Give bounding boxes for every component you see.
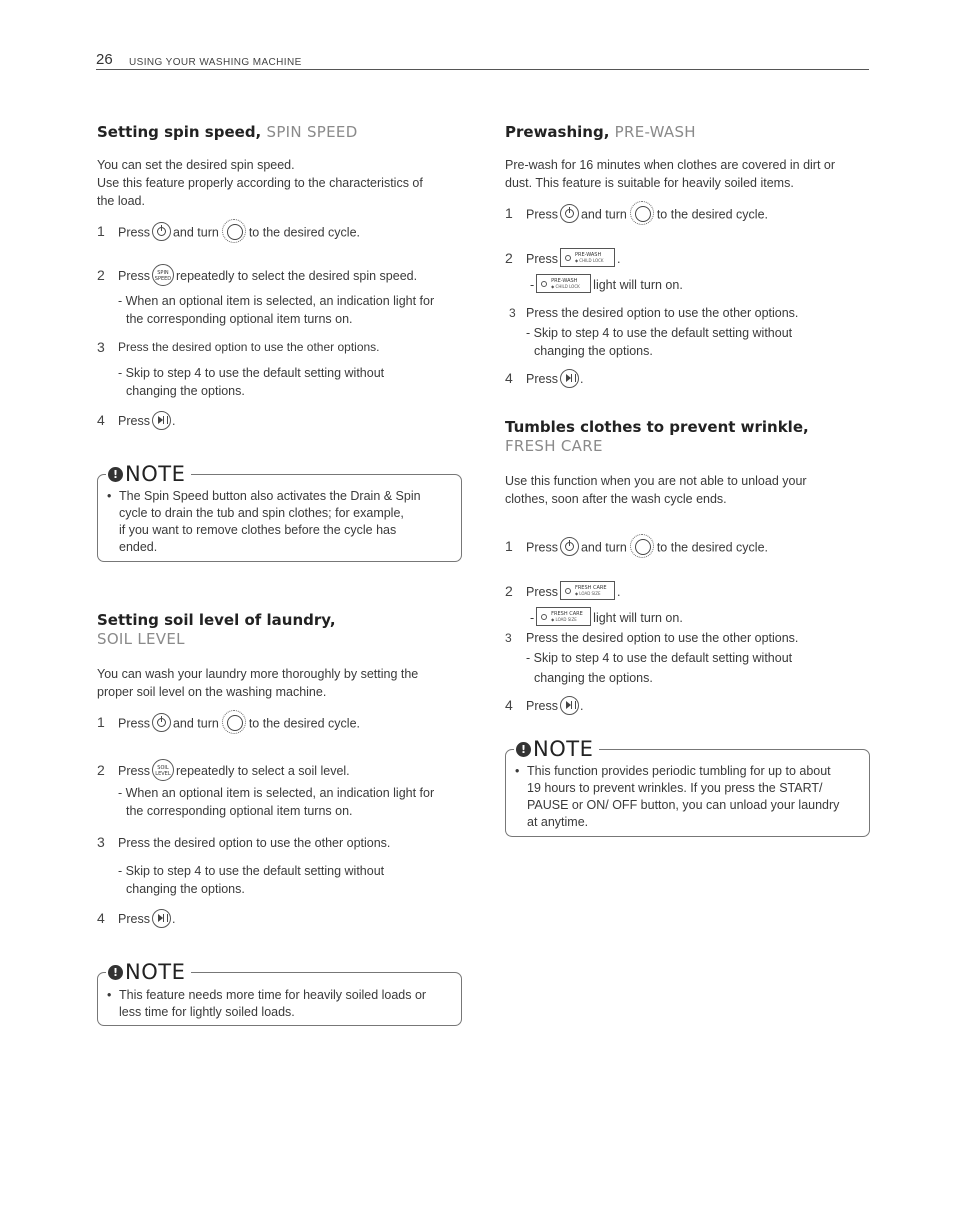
step-text: light will turn on.	[593, 278, 683, 292]
step-text: .	[616, 585, 621, 599]
sub-line: - When an optional item is selected, an indication light for	[118, 786, 435, 800]
note-label: NOTE	[125, 462, 186, 486]
step-text: and turn	[172, 716, 219, 731]
prewash-button-icon	[560, 248, 615, 267]
spin-intro-line: the load.	[97, 194, 145, 208]
soil-intro-line: You can wash your laundry more thoroughly by setting the	[97, 667, 419, 681]
step-text: to the desired cycle.	[656, 540, 768, 555]
step-text: Press	[118, 414, 150, 428]
fresh-intro-line: Use this function when you are not able to unload your	[505, 474, 807, 488]
start-pause-icon	[152, 909, 171, 928]
section-title: USING YOUR WASHING MACHINE	[129, 57, 302, 68]
fresh-step-2-light	[530, 609, 683, 627]
step-text: Press	[526, 372, 558, 386]
note-body	[515, 763, 860, 831]
step-text: Press	[118, 764, 150, 778]
soil-step-4	[118, 910, 175, 928]
step-text: .	[171, 414, 176, 428]
step-text: Press	[118, 912, 150, 926]
fresh-step-3: Press the desired option to use the other options.	[526, 631, 799, 645]
prewash-heading-bold: Prewashing,	[505, 123, 610, 141]
fresh-care-indicator-icon	[536, 607, 591, 626]
soil-level-button-icon	[152, 759, 174, 781]
fresh-heading-gray: FRESH CARE	[505, 437, 603, 455]
sub-line: - Skip to step 4 to use the default setting without	[118, 366, 385, 380]
sub-line: changing the options.	[126, 882, 245, 896]
step-number: 3	[97, 339, 105, 355]
start-pause-icon	[152, 411, 171, 430]
button-sublabel: ◆ CHILD LOCK	[574, 258, 604, 264]
soil-step-1	[118, 714, 360, 734]
step-text: .	[579, 699, 584, 713]
prewash-intro	[505, 156, 875, 192]
sub-line: the corresponding optional item turns on.	[126, 312, 353, 326]
sub-line: the corresponding optional item turns on.	[126, 804, 353, 818]
note-line: PAUSE or ON/ OFF button, you can unload your laundry	[527, 798, 840, 812]
button-sublabel: ◆ LOAD SIZE	[551, 617, 577, 623]
sub-line: - Skip to step 4 to use the default setting without	[526, 651, 793, 665]
note-title	[106, 462, 191, 486]
step-text: Press	[118, 716, 150, 731]
step-text: Press	[526, 252, 558, 266]
fresh-step-3-sub	[526, 648, 792, 688]
prewash-step-3: Press the desired option to use the other options.	[526, 306, 799, 320]
spin-intro	[97, 156, 467, 210]
sub-line: changing the options.	[534, 344, 653, 358]
note-line: ended.	[119, 540, 158, 554]
bullet: •	[107, 988, 112, 1002]
page-header	[96, 52, 869, 70]
note-line: 19 hours to prevent wrinkles. If you press the START/	[527, 781, 823, 795]
note-line: at anytime.	[527, 815, 589, 829]
button-label: FRESH CARE	[574, 585, 607, 592]
step-text: and turn	[580, 207, 627, 222]
fresh-intro-line: clothes, soon after the wash cycle ends.	[505, 492, 727, 506]
button-label: LEVEL	[155, 770, 171, 777]
fresh-step-4	[526, 697, 583, 715]
step-text: and turn	[172, 225, 219, 240]
note-label: NOTE	[533, 737, 594, 761]
spin-speed-button-icon	[152, 264, 174, 286]
step-text: Press	[118, 225, 150, 240]
prewash-intro-line: dust. This feature is suitable for heavily soiled items.	[505, 176, 794, 190]
step-text: Press	[526, 699, 558, 713]
button-sublabel: ◆ CHILD LOCK	[551, 284, 580, 290]
sub-line: - When an optional item is selected, an indication light for	[118, 294, 435, 308]
step-number: 1	[97, 223, 105, 239]
note-soil	[97, 960, 462, 1026]
step-text: .	[616, 252, 621, 266]
sub-line: - Skip to step 4 to use the default setting without	[526, 326, 793, 340]
soil-intro-line: proper soil level on the washing machine.	[97, 685, 327, 699]
start-pause-icon	[560, 696, 579, 715]
page-number: 26	[96, 51, 113, 68]
step-text: .	[579, 372, 584, 386]
step-number: 3	[505, 631, 512, 645]
soil-heading-bold: Setting soil level of laundry,	[97, 611, 336, 629]
note-line: if you want to remove clothes before the cycle has	[119, 523, 397, 537]
spin-step-2-sub	[118, 292, 434, 328]
step-text: and turn	[580, 540, 627, 555]
bullet: •	[515, 764, 520, 778]
button-label: PRE-WASH	[551, 278, 578, 285]
step-text: repeatedly to select a soil level.	[175, 764, 350, 778]
note-title	[514, 737, 599, 761]
step-number: 1	[505, 538, 513, 554]
step-text: Press	[526, 585, 558, 599]
step-number: 4	[97, 910, 105, 926]
prewash-intro-line: Pre-wash for 16 minutes when clothes are covered in dirt or	[505, 158, 836, 172]
prewash-step-4	[526, 370, 583, 388]
soil-step-3: Press the desired option to use the other options.	[118, 836, 391, 850]
step-text: -	[530, 278, 535, 292]
soil-step-2-sub	[118, 784, 434, 820]
button-label: PRE-WASH	[574, 252, 602, 259]
start-pause-icon	[560, 369, 579, 388]
note-line: The Spin Speed button also activates the Drain & Spin	[119, 489, 421, 503]
spin-heading-bold: Setting spin speed,	[97, 123, 262, 141]
button-label: FRESH CARE	[551, 611, 583, 618]
step-number: 2	[505, 583, 513, 599]
step-number: 4	[505, 370, 513, 386]
soil-heading-gray: SOIL LEVEL	[97, 630, 185, 648]
power-button-icon	[560, 537, 579, 556]
step-text: light will turn on.	[593, 611, 683, 625]
spin-step-3: Press the desired option to use the other options.	[118, 340, 380, 354]
step-number: 3	[97, 834, 105, 850]
prewash-heading	[505, 123, 696, 142]
power-button-icon	[152, 222, 171, 241]
spin-step-2	[118, 267, 417, 286]
prewash-step-3-sub	[526, 324, 792, 360]
bullet: •	[107, 489, 112, 503]
cycle-dial-icon	[630, 201, 654, 225]
step-number: 3	[509, 306, 516, 320]
fresh-care-button-icon	[560, 581, 615, 600]
button-label: SPEED	[154, 275, 172, 282]
fresh-step-1	[526, 538, 768, 558]
step-number: 1	[505, 205, 513, 221]
step-text: to the desired cycle.	[656, 207, 768, 222]
prewash-heading-gray: PRE-WASH	[614, 123, 696, 141]
prewash-step-1	[526, 205, 768, 225]
soil-step-2	[118, 762, 350, 781]
prewash-indicator-icon	[536, 274, 591, 293]
fresh-step-2	[526, 583, 620, 601]
button-label: SOIL	[157, 764, 169, 771]
step-text: Press	[118, 269, 150, 283]
sub-line: changing the options.	[534, 671, 653, 685]
step-number: 4	[97, 412, 105, 428]
soil-heading	[97, 611, 336, 649]
button-label: SPIN	[157, 269, 169, 276]
sub-line: - Skip to step 4 to use the default setting without	[118, 864, 385, 878]
step-text: to the desired cycle.	[248, 716, 360, 731]
step-text: Press	[526, 540, 558, 555]
exclamation-icon: !	[516, 742, 531, 757]
note-line: cycle to drain the tub and spin clothes; for example,	[119, 506, 404, 520]
fresh-intro	[505, 472, 875, 508]
spin-heading	[97, 123, 358, 142]
step-number: 2	[97, 762, 105, 778]
spin-heading-gray: SPIN SPEED	[266, 123, 358, 141]
exclamation-icon: !	[108, 965, 123, 980]
cycle-dial-icon	[630, 534, 654, 558]
note-fresh-care	[505, 737, 870, 837]
prewash-step-2-light	[530, 276, 683, 294]
spin-intro-line: You can set the desired spin speed.	[97, 158, 295, 172]
note-body	[107, 488, 447, 556]
power-button-icon	[152, 713, 171, 732]
spin-step-4	[118, 412, 175, 430]
fresh-heading	[505, 418, 809, 456]
note-line: This feature needs more time for heavily soiled loads or	[119, 988, 427, 1002]
prewash-step-2	[526, 250, 620, 268]
sub-line: changing the options.	[126, 384, 245, 398]
cycle-dial-icon	[222, 710, 246, 734]
note-line: This function provides periodic tumbling for up to about	[527, 764, 831, 778]
spin-step-1	[118, 223, 360, 243]
spin-intro-line: Use this feature properly according to the characteristics of	[97, 176, 423, 190]
button-sublabel: ◆ LOAD SIZE	[574, 591, 601, 597]
note-body	[107, 987, 452, 1021]
step-text: repeatedly to select the desired spin speed.	[175, 269, 418, 283]
step-number: 4	[505, 697, 513, 713]
power-button-icon	[560, 204, 579, 223]
exclamation-icon: !	[108, 467, 123, 482]
step-number: 1	[97, 714, 105, 730]
soil-step-3-sub	[118, 862, 384, 898]
cycle-dial-icon	[222, 219, 246, 243]
step-number: 2	[97, 267, 105, 283]
step-text: -	[530, 611, 535, 625]
soil-intro	[97, 665, 467, 701]
note-label: NOTE	[125, 960, 186, 984]
note-spin	[97, 462, 462, 562]
step-text: .	[171, 912, 176, 926]
step-text: Press	[526, 207, 558, 222]
note-line: less time for lightly soiled loads.	[119, 1005, 295, 1019]
step-text: to the desired cycle.	[248, 225, 360, 240]
note-title	[106, 960, 191, 984]
spin-step-3-sub	[118, 364, 384, 400]
fresh-heading-bold: Tumbles clothes to prevent wrinkle,	[505, 418, 809, 436]
step-number: 2	[505, 250, 513, 266]
